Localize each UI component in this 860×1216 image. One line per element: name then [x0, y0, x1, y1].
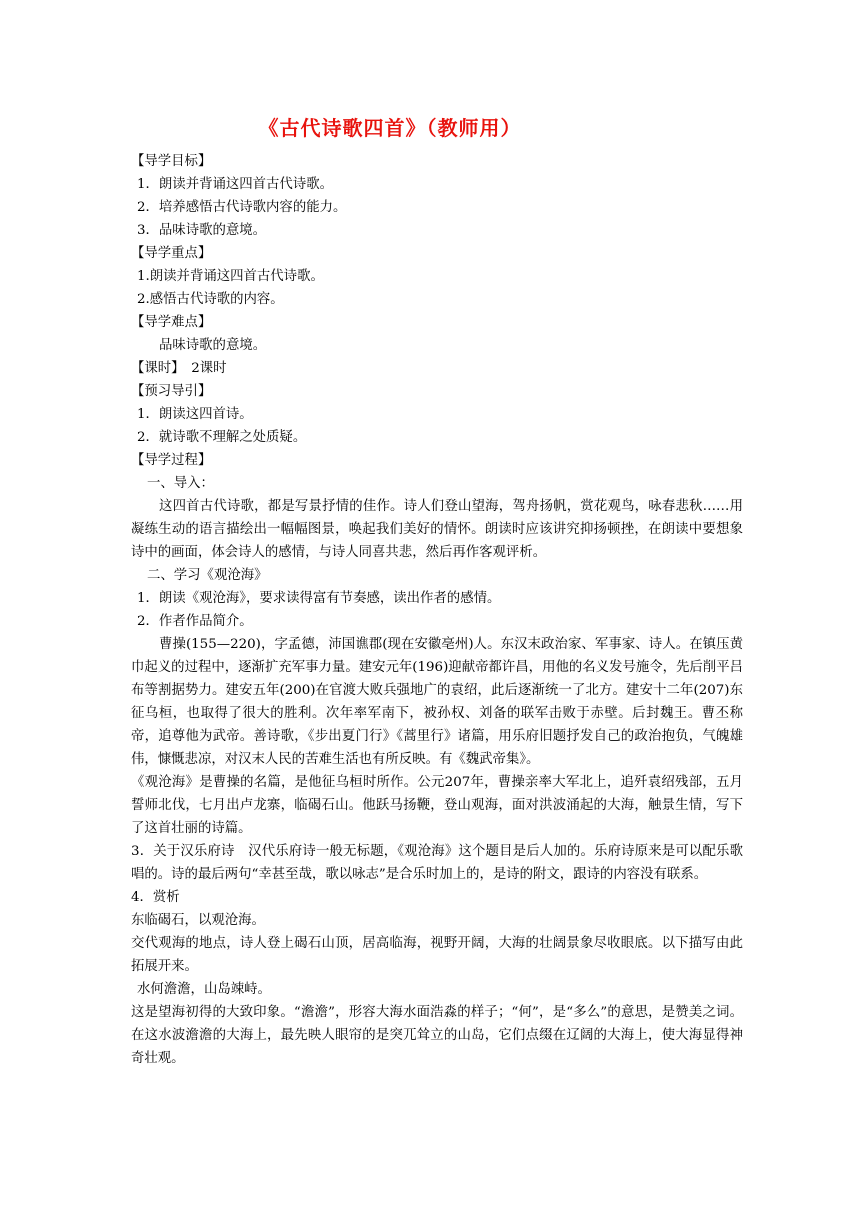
objective-item: 3．品味诗歌的意境。 [137, 223, 267, 238]
section-heading-difficulties: 【导学难点】 [131, 315, 212, 330]
key-point-item: 2.感悟古代诗歌的内容。 [137, 292, 284, 307]
objective-item: 2．培养感悟古代诗歌内容的能力。 [137, 200, 347, 215]
subsection-heading-intro: 一、导入： [147, 476, 214, 491]
document-body [131, 150, 743, 1070]
section-heading-key-points: 【导学重点】 [131, 246, 212, 261]
paragraph-author-bio: 曹操(155—220)，字孟德，沛国谯郡(现在安徽亳州)人。东汉末政治家、军事家、诗人。在镇压黄巾起义的过程中，逐渐扩充军事力量。建安元年(196)迎献帝都许昌，用他的名义发号施令，先后削平吕布等割据势力。建安五年(200)在官渡大败兵强地广的袁绍，此后逐渐统一了北方。建安十二年(207)东征乌桓，也取得了很大的胜利。次年率军南下，被孙权、刘备的联军击败于赤壁。后封魏王。曹丕称帝，追尊他为武帝。善诗歌，《步出夏门行》《蒿里行》诸篇，用乐府旧题抒发自己的政治抱负，气魄雄伟，慷慨悲凉，对汉末人民的苦难生活也有所反映。有《魏武帝集》。 [131, 637, 743, 767]
key-point-item: 1.朗读并背诵这四首古代诗歌。 [137, 269, 324, 284]
document-title: 《古代诗歌四首》（教师用） [258, 116, 522, 140]
section-heading-process: 【导学过程】 [131, 453, 212, 468]
difficulty-item: 品味诗歌的意境。 [159, 338, 267, 353]
paragraph-intro: 这四首古代诗歌，都是写景抒情的佳作。诗人们登山望海，驾舟扬帆，赏花观鸟，咏春悲秋……用凝练生动的语言描绘出一幅幅图景，唤起我们美好的情怀。朗读时应该讲究抑扬顿挫，在朗读中要想象诗中的画面，体会诗人的感情，与诗人同喜共悲，然后再作客观评析。 [131, 499, 743, 560]
section-heading-objectives: 【导学目标】 [131, 154, 212, 169]
subsection-heading-guancanghai: 二、学习《观沧海》 [147, 568, 268, 583]
paragraph-analysis: 交代观海的地点，诗人登上碣石山顶，居高临海，视野开阔，大海的壮阔景象尽收眼底。以下描写由此拓展开来。 [131, 936, 743, 974]
preview-item: 1．朗读这四首诗。 [137, 407, 253, 422]
objective-item: 1．朗读并背诵这四首古代诗歌。 [137, 177, 333, 192]
step-item: 2．作者作品简介。 [137, 614, 253, 629]
step-item: 1．朗读《观沧海》，要求读得富有节奏感，读出作者的感情。 [137, 591, 501, 606]
step-item-appreciation: 4．赏析 [131, 890, 180, 905]
section-heading-preview: 【预习导引】 [131, 384, 212, 399]
paragraph-analysis: 这是望海初得的大致印象。“澹澹”，形容大海水面浩淼的样子；“何”，是“多么”的意思，是赞美之词。在这水波澹澹的大海上，最先映人眼帘的是突兀耸立的山岛，它们点缀在辽阔的大海上，使大海显得神奇壮观。 [131, 1005, 743, 1066]
paragraph-yuefu-note: 3．关于汉乐府诗 汉代乐府诗一般无标题，《观沧海》这个题目是后人加的。乐府诗原来是可以配乐歌唱的。诗的最后两句“幸甚至哉，歌以咏志”是合乐时加上的，是诗的附文，跟诗的内容没有联系。 [131, 844, 743, 882]
section-heading-class-hours: 【课时】 2课时 [131, 361, 227, 376]
poem-line: 水何澹澹，山岛竦峙。 [137, 982, 271, 997]
paragraph-poem-background: 《观沧海》是曹操的名篇，是他征乌桓时所作。公元207年，曹操亲率大军北上，追歼袁绍残部，五月誓师北伐，七月出卢龙寨，临碣石山。他跃马扬鞭，登山观海，面对洪波涌起的大海，触景生情，写下了这首壮丽的诗篇。 [131, 775, 743, 836]
poem-line: 东临碣石，以观沧海。 [131, 913, 265, 928]
preview-item: 2．就诗歌不理解之处质疑。 [137, 430, 307, 445]
